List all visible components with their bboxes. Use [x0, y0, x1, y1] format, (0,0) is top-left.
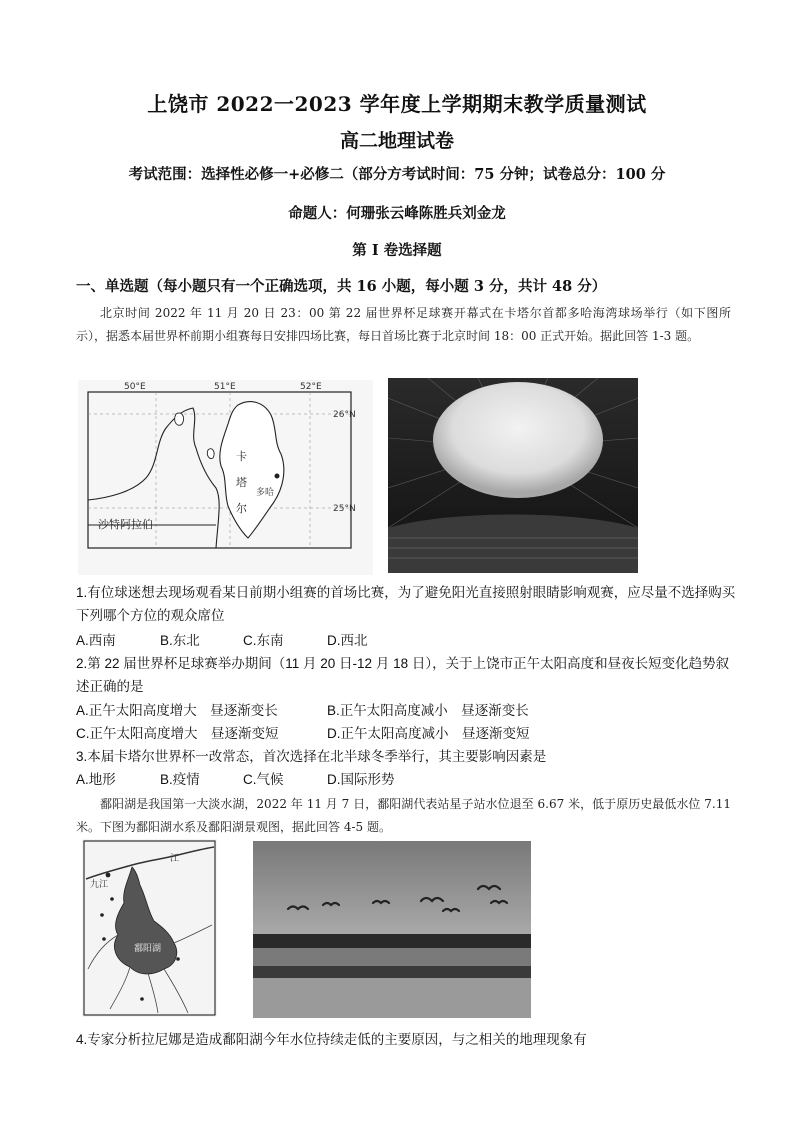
poyang-lake-map	[82, 839, 217, 1017]
label-qatar-2: 塔	[236, 476, 247, 489]
question-1-options	[76, 629, 736, 652]
option-3d[interactable]: D.国际形势	[327, 772, 395, 787]
option-2c[interactable]: C.正午太阳高度增大 昼逐渐变短	[76, 726, 279, 741]
passage-1: 北京时间 2022 年 11 月 20 日 23：00 第 22 届世界杯足球赛开幕式在卡塔尔首都多哈海湾球场举行（如下图所示），据悉本届世界杯前期小组赛每日安排四场比赛，每日首场比赛于北京时间 18：00 正式开始。据此回答 1-3 题。	[76, 306, 731, 343]
option-1a[interactable]: A.西南	[76, 633, 116, 648]
label-lake: 鄱阳湖	[134, 944, 162, 954]
label-doha: 多哈	[256, 488, 275, 498]
section-heading: 一、单选题（每小题只有一个正确选项，共 16 小题，每小题 3 分，共计 48 分）	[76, 278, 607, 295]
question-4-stem: 4.专家分析拉尼娜是造成鄱阳湖今年水位持续走低的主要原因，与之相关的地理现象有	[76, 1032, 587, 1047]
lon-label-3: 52°E	[300, 382, 322, 392]
exam-info: 考试范围：选择性必修一+必修二（部分方考试时间：75 分钟；试卷总分：100 分	[128, 166, 666, 183]
label-qatar-1: 卡	[236, 450, 247, 463]
option-2d[interactable]: D.正午太阳高度减小 昼逐渐变短	[327, 726, 530, 741]
exam-title: 上饶市 2022一2023 学年度上学期期末教学质量测试	[147, 92, 647, 116]
option-1c[interactable]: C.东南	[243, 633, 284, 648]
option-3c[interactable]: C.气候	[243, 772, 284, 787]
lon-label-2: 51°E	[214, 382, 236, 392]
lat-label-1: 26°N	[333, 410, 356, 420]
option-2b[interactable]: B.正午太阳高度减小 昼逐渐变长	[327, 703, 529, 718]
question-3-options	[76, 768, 736, 791]
label-saudi: 沙特阿拉伯	[98, 518, 153, 531]
passage-2: 鄱阳湖是我国第一大淡水湖，2022 年 11 月 7 日，鄱阳湖代表站星子站水位退至 6.67 米，低于原历史最低水位 7.11 米。下图为鄱阳湖水系及鄱阳湖景观图，据此回答 4-5 题。	[76, 797, 731, 834]
option-1d[interactable]: D.西北	[327, 633, 368, 648]
option-2a[interactable]: A.正午太阳高度增大 昼逐渐变长	[76, 703, 278, 718]
exam-subtitle: 高二地理试卷	[339, 130, 454, 152]
label-jiujiang: 九江	[90, 880, 109, 890]
question-2-options-row2	[76, 722, 736, 745]
option-1b[interactable]: B.东北	[160, 633, 200, 648]
qatar-map	[78, 380, 373, 575]
volume-heading: 第 I 卷选择题	[352, 242, 442, 259]
stadium-photo	[388, 378, 638, 573]
exam-authors: 命题人：何珊张云峰陈胜兵刘金龙	[288, 205, 506, 222]
option-3b[interactable]: B.疫情	[160, 772, 200, 787]
question-2-stem: 2.第 22 届世界杯足球赛举办期间（11 月 20 日-12 月 18 日），关于上饶市正午太阳高度和昼夜长短变化趋势叙述正确的是	[76, 656, 730, 694]
lat-label-2: 25°N	[333, 504, 356, 514]
lon-label-1: 50°E	[124, 382, 146, 392]
question-1-stem: 1.有位球迷想去现场观看某日前期小组赛的首场比赛，为了避免阳光直接照射眼睛影响观赛，应尽量不选择购买下列哪个方位的观众席位	[76, 585, 736, 623]
lake-landscape-photo	[253, 841, 531, 1018]
label-river: 江	[170, 854, 180, 864]
question-2-options-row1	[76, 699, 736, 722]
option-3a[interactable]: A.地形	[76, 772, 116, 787]
label-qatar-3: 尔	[236, 502, 247, 515]
question-3-stem: 3.本届卡塔尔世界杯一改常态，首次选择在北半球冬季举行，其主要影响因素是	[76, 749, 547, 764]
